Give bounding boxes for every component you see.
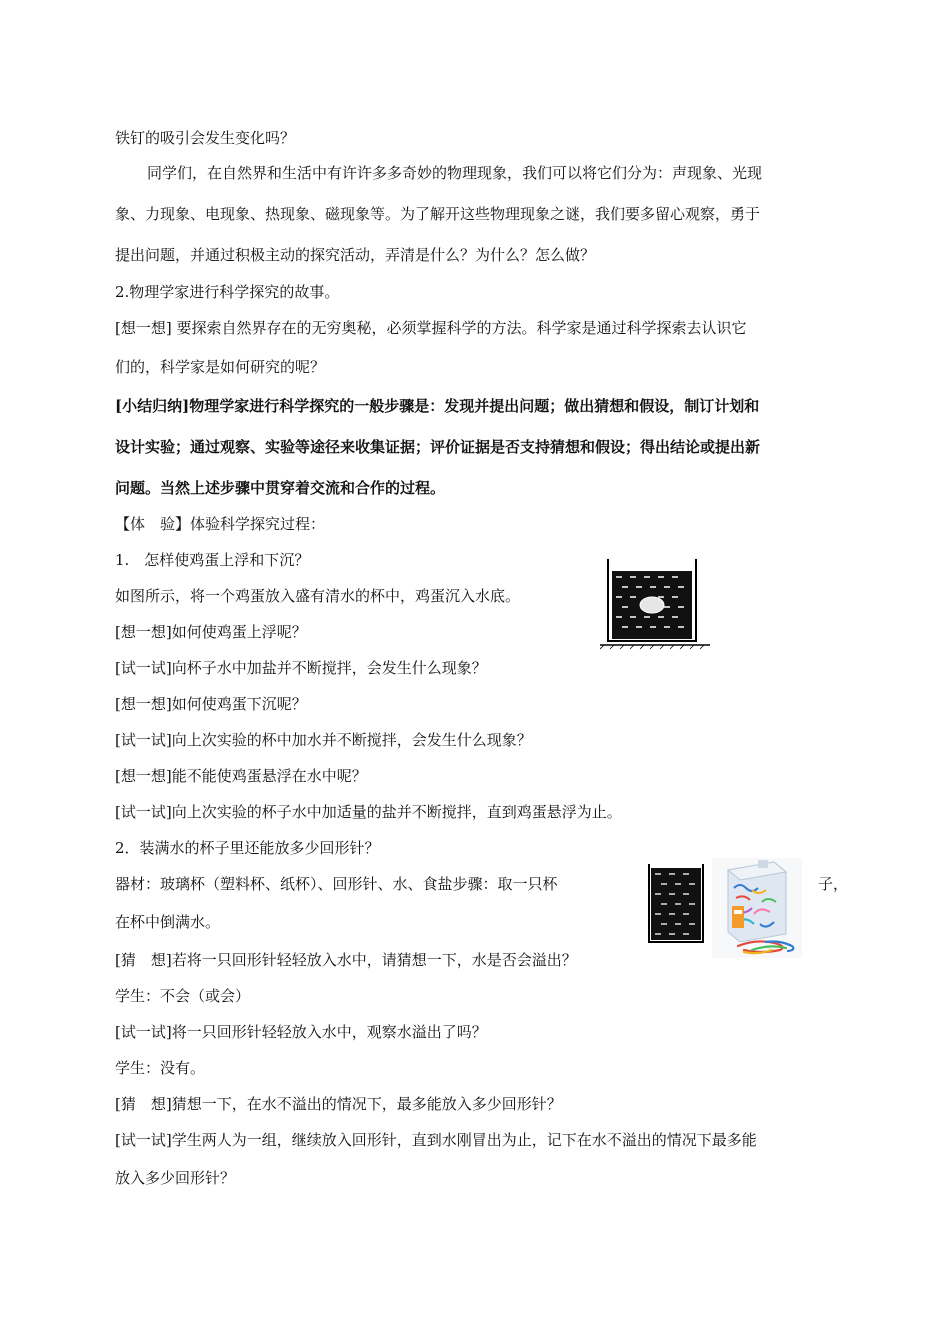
section2-heading: 2.物理学家进行科学探究的故事。 (115, 283, 340, 301)
summary-line-3: 问题。当然上述步骤中贯穿着交流和合作的过程。 (115, 479, 446, 497)
summary-line-1: [小结归纳]物理学家进行科学探究的一般步骤是：发现并提出问题；做出猜想和假设，制订计划和 (115, 397, 760, 415)
beaker-egg-figure (600, 555, 710, 650)
paperclip-box-photo (712, 858, 802, 958)
equipment-line-2: 在杯中倒满水。 (115, 913, 221, 931)
question-1: 1. 怎样使鸡蛋上浮和下沉？ (115, 551, 310, 569)
egg-shape (640, 597, 664, 613)
guess-2: [猜 想]猜想一下，在水不溢出的情况下，最多能放入多少回形针？ (115, 1095, 562, 1113)
step-try-2: [试一试]向上次实验的杯中加水并不断搅拌，会发生什么现象？ (115, 731, 532, 749)
step-try-1: [试一试]向杯子水中加盐并不断搅拌，会发生什么现象？ (115, 659, 487, 677)
line-intro-1: 铁钉的吸引会发生变化吗？ (115, 129, 296, 147)
think-line-1: [想一想] 要探索自然界存在的无穷奥秘，必须掌握科学的方法。科学家是通过科学探索去认识它 (115, 319, 747, 337)
step-try-5-l1: [试一试]学生两人为一组，继续放入回形针，直到水刚冒出为止，记下在水不溢出的情况下最多能 (115, 1131, 757, 1149)
question-2: 2．装满水的杯子里还能放多少回形针？ (115, 839, 380, 857)
step-think-3: [想一想]能不能使鸡蛋悬浮在水中呢？ (115, 767, 367, 785)
equipment-line-end: 子， (818, 875, 849, 893)
paragraph-intro-l2: 象、力现象、电现象、热现象、磁现象等。为了解开这些物理现象之谜，我们要多留心观察，勇于 (115, 205, 761, 223)
paragraph-intro-l3: 提出问题，并通过积极主动的探究活动，弄清是什么？为什么？怎么做？ (115, 246, 596, 264)
think-line-2: 们的，科学家是如何研究的呢？ (115, 358, 326, 376)
experience-heading: 【体 验】体验科学探究过程： (115, 515, 326, 533)
student-answer-1: 学生：不会（或会） (115, 987, 251, 1005)
step-try-5-l2: 放入多少回形针？ (115, 1169, 236, 1187)
step-try-4: [试一试]将一只回形针轻轻放入水中，观察水溢出了吗？ (115, 1023, 487, 1041)
paragraph-intro-l1: 同学们，在自然界和生活中有许许多多奇妙的物理现象，我们可以将它们分为：声现象、光现 (147, 164, 763, 182)
equipment-line: 器材：玻璃杯（塑料杯、纸杯）、回形针、水、食盐步骤：取一只杯 (115, 875, 558, 893)
step-think-1: [想一想]如何使鸡蛋上浮呢？ (115, 623, 307, 641)
step-think-2: [想一想]如何使鸡蛋下沉呢？ (115, 695, 307, 713)
question-1-desc: 如图所示，将一个鸡蛋放入盛有清水的杯中，鸡蛋沉入水底。 (115, 587, 521, 605)
beaker-water-figure (645, 862, 707, 946)
student-answer-2: 学生：没有。 (115, 1059, 206, 1077)
guess-1: [猜 想]若将一只回形针轻轻放入水中，请猜想一下，水是否会溢出？ (115, 951, 577, 969)
summary-line-2: 设计实验；通过观察、实验等途径来收集证据；评价证据是否支持猜想和假设；得出结论或提出新 (115, 438, 761, 456)
step-try-3: [试一试]向上次实验的杯子水中加适量的盐并不断搅拌，直到鸡蛋悬浮为止。 (115, 803, 622, 821)
